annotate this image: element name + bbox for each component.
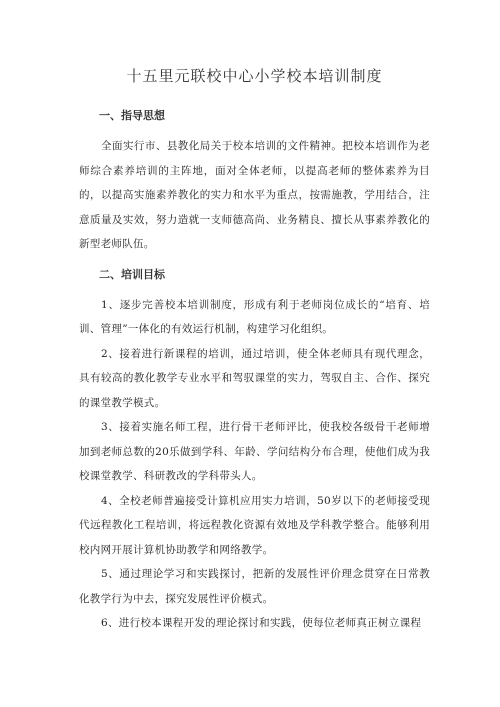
goal-item: 4、全校老师普遍接受计算机应用实力培训，50岁以下的老师接受现代远程教化工程培训，将远程教化资源有效地及学科教学整合。能够利用校内网开展计算机协助教学和网络教学。 [79,494,430,556]
goal-item: 5、通过理论学习和实践探讨，把新的发展性评价理念贯穿在日常教化教学行为中去，探究发展性评价模式。 [79,568,430,605]
section-heading: 二、培训目标 [99,267,165,281]
section-training-goals [79,261,430,636]
goal-item: 2、接着进行新课程的培训，通过培训，使全体老师具有现代理念，具有较高的教化教学专业水平和驾驭课堂的实力，驾驭自主、合作、探究的课堂教学模式。 [79,347,430,409]
paragraph: 全面实行市、县教化局关于校本培训的文件精神。把校本培训作为老师综合素养培训的主阵地，面对全体老师，以提高老师的整体素养为目的，以提高实施素养教化的实力和水平为重点，按需施教，学用结合，注意质量及实效，努力造就一支师德高尚、业务精良、擅长从事素养教化的新型老师队伍。 [79,140,430,250]
goal-item: 3、接着实施名师工程，进行骨干老师评比，使我校各级骨干老师增加到老师总数的20乐做到学科、年龄、学问结构分布合理，使他们成为我校课堂教学、科研教改的学科带头人。 [79,421,430,482]
goal-item: 1、逐步完善校本培训制度，形成有利于老师岗位成长的“培育、培训、管理”一体化的有效运行机制，构建学习化组织。 [79,298,430,335]
section-heading: 一、指导思想 [99,109,165,122]
section-guiding-ideology [79,102,430,257]
document-title: 十五里元联校中心小学校本培训制度 [126,67,383,85]
goal-item: 6、进行校本课程开发的理论探讨和实践，使每位老师真正树立课程 [101,617,422,629]
